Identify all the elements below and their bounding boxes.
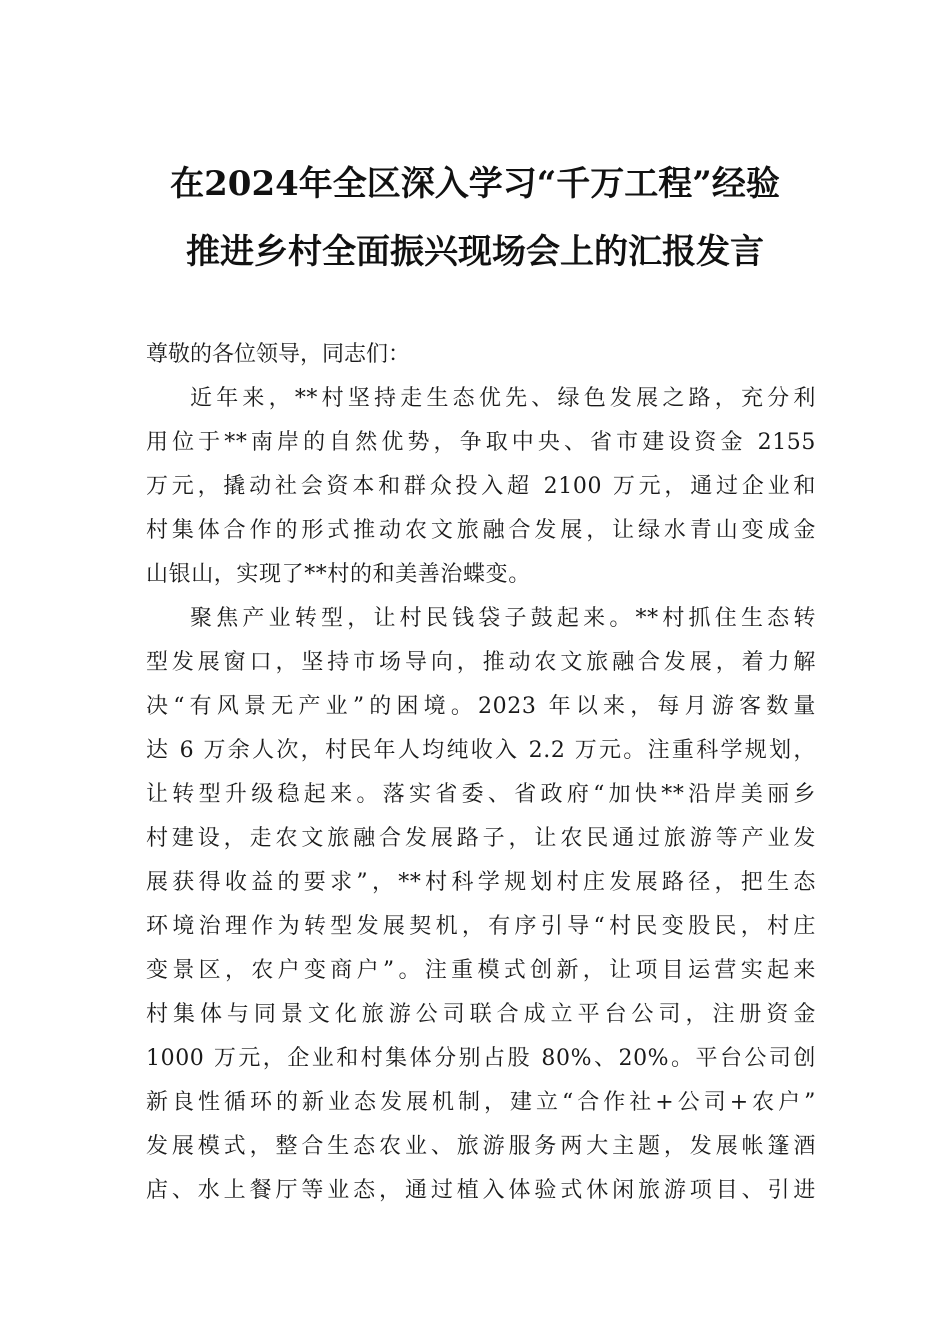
paragraph-line: 用位于**南岸的自然优势，争取中央、省市建设资金 2155	[146, 430, 816, 455]
paragraph-line: 店、水上餐厅等业态，通过植入体验式休闲旅游项目、引进	[146, 1178, 816, 1203]
paragraph-line: 发展模式，整合生态农业、旅游服务两大主题，发展帐篷酒	[146, 1134, 816, 1159]
salutation: 尊敬的各位领导，同志们：	[146, 342, 411, 367]
document-title-line-2: 推进乡村全面振兴现场会上的汇报发言	[186, 232, 764, 272]
paragraph-1	[146, 377, 816, 597]
paragraph-line: 展获得收益的要求”，**村科学规划村庄发展路径，把生态	[146, 870, 816, 895]
paragraph-line: 山银山，实现了**村的和美善治蝶变。	[146, 562, 531, 587]
paragraph-line: 1000 万元，企业和村集体分别占股 80%、20%。平台公司创	[146, 1046, 816, 1071]
paragraph-line: 万元，撬动社会资本和群众投入超 2100 万元，通过企业和	[146, 474, 816, 499]
paragraph-line: 让转型升级稳起来。落实省委、省政府“加快**沿岸美丽乡	[146, 782, 816, 807]
paragraph-line: 环境治理作为转型发展契机，有序引导“村民变股民，村庄	[146, 914, 816, 939]
paragraph-line: 决“有风景无产业”的困境。2023 年以来，每月游客数量	[146, 694, 816, 719]
paragraph-line: 聚焦产业转型，让村民钱袋子鼓起来。**村抓住生态转	[190, 606, 816, 631]
paragraph-line: 型发展窗口，坚持市场导向，推动农文旅融合发展，着力解	[146, 650, 816, 675]
paragraph-line: 新良性循环的新业态发展机制，建立“合作社+公司+农户”	[146, 1090, 816, 1115]
document-title-line-1: 在2024年全区深入学习“千万工程”经验	[170, 164, 780, 204]
paragraph-line: 达 6 万余人次，村民年人均纯收入 2.2 万元。注重科学规划，	[146, 738, 816, 763]
paragraph-2	[146, 597, 816, 1213]
paragraph-line: 村集体与同景文化旅游公司联合成立平台公司，注册资金	[146, 1002, 816, 1027]
paragraph-line: 村建设，走农文旅融合发展路子，让农民通过旅游等产业发	[146, 826, 816, 851]
paragraph-line: 村集体合作的形式推动农文旅融合发展，让绿水青山变成金	[146, 518, 816, 543]
paragraph-line: 近年来，**村坚持走生态优先、绿色发展之路，充分利	[190, 386, 816, 411]
paragraph-line: 变景区，农户变商户”。注重模式创新，让项目运营实起来	[146, 958, 816, 983]
